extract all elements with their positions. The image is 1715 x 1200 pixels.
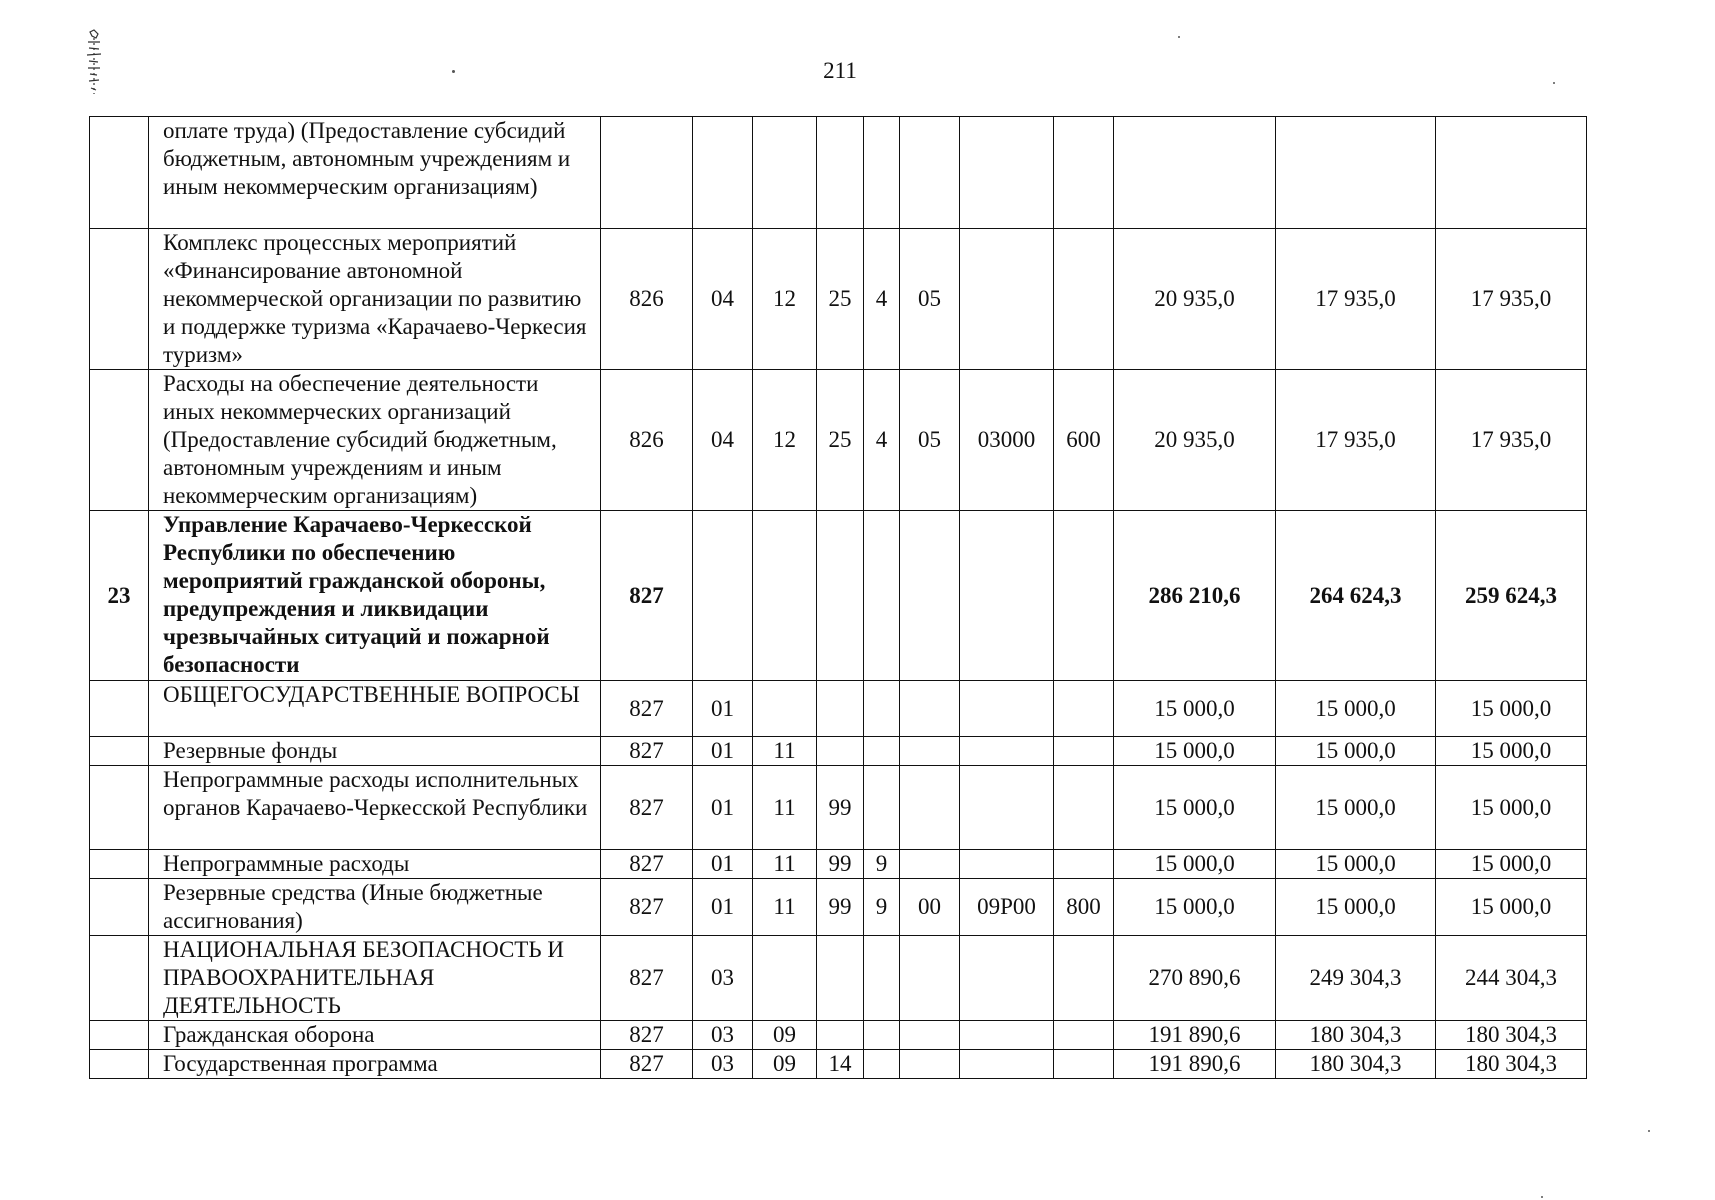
code-cell (900, 766, 960, 850)
row-name: Государственная программа (149, 1050, 601, 1079)
code-cell: 826 (601, 229, 693, 370)
code-cell (817, 936, 864, 1021)
amount-cell: 15 000,0 (1436, 737, 1587, 766)
code-cell (817, 511, 864, 681)
amount-cell: 286 210,6 (1114, 511, 1276, 681)
code-cell (864, 117, 900, 229)
row-index (90, 117, 149, 229)
amount-cell: 259 624,3 (1436, 511, 1587, 681)
code-cell: 12 (753, 229, 817, 370)
amount-cell: 15 000,0 (1114, 681, 1276, 737)
row-index (90, 879, 149, 936)
code-cell (960, 1050, 1054, 1079)
code-cell (960, 117, 1054, 229)
scan-speck (1178, 36, 1180, 38)
code-cell (960, 766, 1054, 850)
code-cell (900, 681, 960, 737)
code-cell (817, 117, 864, 229)
table-row (90, 766, 1587, 850)
table-row (90, 1021, 1587, 1050)
code-cell (960, 737, 1054, 766)
code-cell (960, 511, 1054, 681)
code-cell (1054, 1021, 1114, 1050)
amount-cell: 15 000,0 (1276, 879, 1436, 936)
code-cell: 11 (753, 879, 817, 936)
code-cell (817, 681, 864, 737)
code-cell (1054, 850, 1114, 879)
code-cell (817, 737, 864, 766)
row-index (90, 936, 149, 1021)
table-row (90, 850, 1587, 879)
code-cell: 01 (693, 879, 753, 936)
code-cell (960, 850, 1054, 879)
code-cell (753, 936, 817, 1021)
amount-cell: 15 000,0 (1436, 879, 1587, 936)
code-cell: 826 (601, 370, 693, 511)
code-cell: 14 (817, 1050, 864, 1079)
amount-cell: 15 000,0 (1114, 850, 1276, 879)
row-index (90, 737, 149, 766)
amount-cell: 15 000,0 (1436, 766, 1587, 850)
table-row (90, 936, 1587, 1021)
row-index: 23 (90, 511, 149, 681)
code-cell (753, 681, 817, 737)
code-cell (753, 117, 817, 229)
amount-cell: 20 935,0 (1114, 229, 1276, 370)
amount-cell: 244 304,3 (1436, 936, 1587, 1021)
row-index (90, 850, 149, 879)
amount-cell: 191 890,6 (1114, 1050, 1276, 1079)
code-cell: 800 (1054, 879, 1114, 936)
amount-cell: 17 935,0 (1276, 370, 1436, 511)
code-cell: 03 (693, 936, 753, 1021)
code-cell: 01 (693, 850, 753, 879)
code-cell (817, 1021, 864, 1050)
code-cell: 04 (693, 370, 753, 511)
code-cell (1054, 229, 1114, 370)
code-cell: 11 (753, 850, 817, 879)
code-cell (960, 936, 1054, 1021)
code-cell (960, 681, 1054, 737)
scan-speck (1541, 1196, 1543, 1198)
row-name: Гражданская оборона (149, 1021, 601, 1050)
amount-cell: 15 000,0 (1114, 879, 1276, 936)
table-row (90, 511, 1587, 681)
code-cell: 827 (601, 737, 693, 766)
code-cell (864, 511, 900, 681)
code-cell (960, 229, 1054, 370)
code-cell (1054, 1050, 1114, 1079)
amount-cell: 15 000,0 (1276, 737, 1436, 766)
code-cell: 05 (900, 229, 960, 370)
code-cell: 99 (817, 766, 864, 850)
budget-table (89, 116, 1587, 1079)
code-cell (864, 1050, 900, 1079)
amount-cell: 17 935,0 (1436, 229, 1587, 370)
row-name: Комплекс процессных мероприятий «Финансирование автономной некоммерческой организации по развитию и поддержке туризма «Карачаево-Черкесия туризм» (149, 229, 601, 370)
amount-cell: 17 935,0 (1436, 370, 1587, 511)
row-index (90, 229, 149, 370)
code-cell: 25 (817, 229, 864, 370)
code-cell (900, 1021, 960, 1050)
code-cell (900, 117, 960, 229)
code-cell: 99 (817, 850, 864, 879)
code-cell: 827 (601, 681, 693, 737)
code-cell: 03 (693, 1050, 753, 1079)
code-cell: 09 (753, 1021, 817, 1050)
amount-cell (1114, 117, 1276, 229)
table-row (90, 681, 1587, 737)
table-row (90, 117, 1587, 229)
code-cell: 827 (601, 1050, 693, 1079)
code-cell: 827 (601, 936, 693, 1021)
amount-cell: 15 000,0 (1276, 766, 1436, 850)
code-cell (1054, 737, 1114, 766)
table-row (90, 1050, 1587, 1079)
amount-cell: 191 890,6 (1114, 1021, 1276, 1050)
code-cell: 04 (693, 229, 753, 370)
amount-cell: 270 890,6 (1114, 936, 1276, 1021)
row-name: Управление Карачаево-Черкесской Республики по обеспечению мероприятий гражданской обороны, предупреждения и ликвидации чрезвычайных ситуаций и пожарной безопасности (149, 511, 601, 681)
code-cell (960, 1021, 1054, 1050)
code-cell (1054, 117, 1114, 229)
amount-cell: 15 000,0 (1436, 681, 1587, 737)
code-cell: 00 (900, 879, 960, 936)
code-cell (864, 681, 900, 737)
code-cell (900, 850, 960, 879)
code-cell (1054, 936, 1114, 1021)
code-cell: 03 (693, 1021, 753, 1050)
row-index (90, 1050, 149, 1079)
amount-cell: 20 935,0 (1114, 370, 1276, 511)
code-cell: 09 (753, 1050, 817, 1079)
code-cell (1054, 681, 1114, 737)
row-name: Непрограммные расходы исполнительных органов Карачаево-Черкесской Республики (149, 766, 601, 850)
code-cell (900, 1050, 960, 1079)
code-cell: 01 (693, 681, 753, 737)
code-cell (753, 511, 817, 681)
code-cell (601, 117, 693, 229)
scan-speck (452, 70, 455, 73)
row-index (90, 681, 149, 737)
row-name: НАЦИОНАЛЬНАЯ БЕЗОПАСНОСТЬ И ПРАВООХРАНИТЕЛЬНАЯ ДЕЯТЕЛЬНОСТЬ (149, 936, 601, 1021)
code-cell: 9 (864, 879, 900, 936)
table-row (90, 737, 1587, 766)
amount-cell: 180 304,3 (1436, 1021, 1587, 1050)
amount-cell: 264 624,3 (1276, 511, 1436, 681)
amount-cell: 15 000,0 (1276, 850, 1436, 879)
amount-cell: 180 304,3 (1276, 1021, 1436, 1050)
scan-speck (1553, 82, 1555, 84)
row-name: Непрограммные расходы (149, 850, 601, 879)
amount-cell (1436, 117, 1587, 229)
code-cell: 11 (753, 737, 817, 766)
code-cell: 09Р00 (960, 879, 1054, 936)
code-cell: 99 (817, 879, 864, 936)
code-cell (864, 737, 900, 766)
code-cell (693, 511, 753, 681)
amount-cell: 15 000,0 (1276, 681, 1436, 737)
code-cell: 4 (864, 229, 900, 370)
code-cell (900, 737, 960, 766)
amount-cell (1276, 117, 1436, 229)
code-cell (864, 936, 900, 1021)
row-index (90, 370, 149, 511)
row-name: ОБЩЕГОСУДАРСТВЕННЫЕ ВОПРОСЫ (149, 681, 601, 737)
page-number: 211 (823, 58, 857, 83)
amount-cell: 180 304,3 (1276, 1050, 1436, 1079)
code-cell (1054, 511, 1114, 681)
amount-cell: 15 000,0 (1114, 737, 1276, 766)
row-name: Резервные средства (Иные бюджетные ассигнования) (149, 879, 601, 936)
row-index (90, 1021, 149, 1050)
code-cell (900, 936, 960, 1021)
code-cell: 600 (1054, 370, 1114, 511)
code-cell: 05 (900, 370, 960, 511)
code-cell: 827 (601, 1021, 693, 1050)
code-cell: 4 (864, 370, 900, 511)
amount-cell: 15 000,0 (1436, 850, 1587, 879)
code-cell (693, 117, 753, 229)
code-cell: 827 (601, 879, 693, 936)
code-cell: 01 (693, 737, 753, 766)
row-index (90, 766, 149, 850)
scan-speck (1648, 1130, 1650, 1132)
amount-cell: 249 304,3 (1276, 936, 1436, 1021)
code-cell (864, 766, 900, 850)
code-cell: 25 (817, 370, 864, 511)
code-cell (900, 511, 960, 681)
code-cell: 12 (753, 370, 817, 511)
row-name: Резервные фонды (149, 737, 601, 766)
row-name: оплате труда) (Предоставление субсидий бюджетным, автономным учреждениям и иным некоммерческим организациям) (149, 117, 601, 229)
table-row (90, 229, 1587, 370)
code-cell: 11 (753, 766, 817, 850)
table-body (90, 117, 1587, 1079)
code-cell (1054, 766, 1114, 850)
amount-cell: 15 000,0 (1114, 766, 1276, 850)
code-cell (864, 1021, 900, 1050)
code-cell: 827 (601, 850, 693, 879)
amount-cell: 180 304,3 (1436, 1050, 1587, 1079)
code-cell: 01 (693, 766, 753, 850)
code-cell: 827 (601, 766, 693, 850)
code-cell: 9 (864, 850, 900, 879)
amount-cell: 17 935,0 (1276, 229, 1436, 370)
code-cell: 827 (601, 511, 693, 681)
row-name: Расходы на обеспечение деятельности иных некоммерческих организаций (Предоставление субсидий бюджетным, автономным учреждениям и иным некоммерческим организациям) (149, 370, 601, 511)
table-row (90, 370, 1587, 511)
code-cell: 03000 (960, 370, 1054, 511)
table-row (90, 879, 1587, 936)
